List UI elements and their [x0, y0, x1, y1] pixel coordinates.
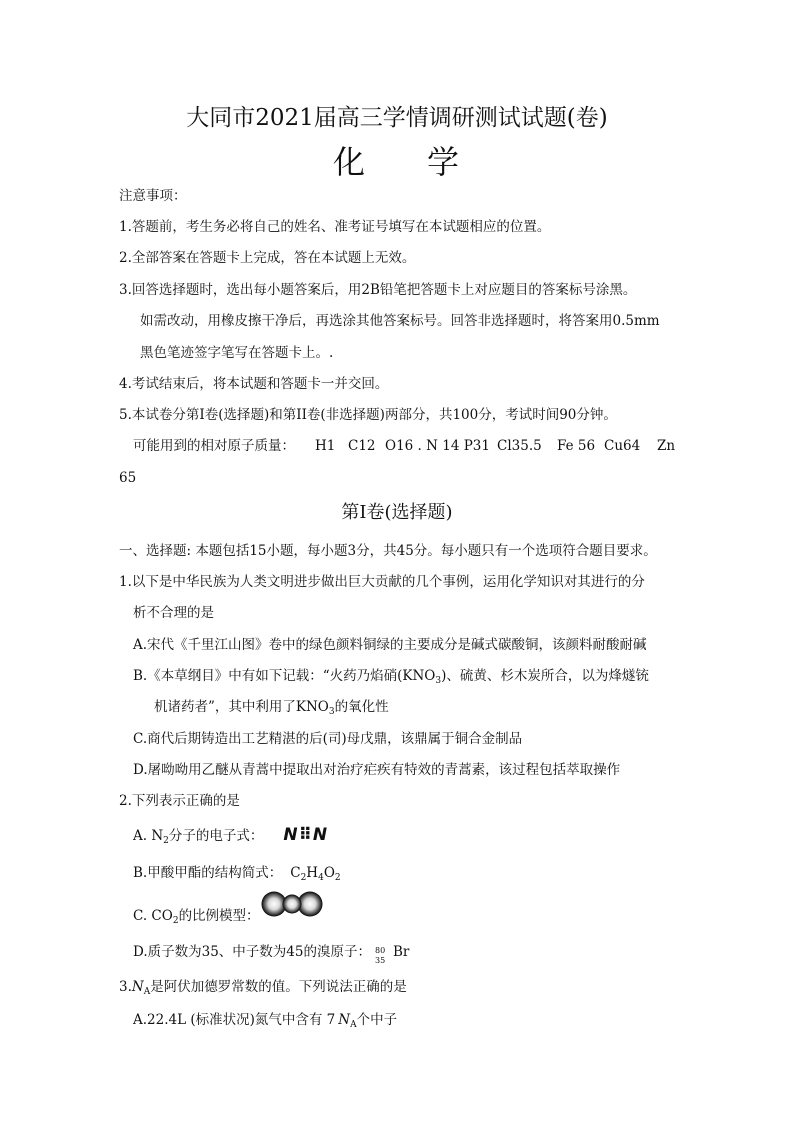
q1-option-d: D.屠呦呦用乙醚从青蒿中提取出对治疗疟疾有特效的青蒿素，该过程包括萃取操作: [133, 762, 621, 778]
section-title: 第I卷(选择题): [341, 502, 453, 523]
notice-item-3: 3.回答选择题时，选出每小题答案后，用2B铅笔把答题卡上对应题目的答案标号涂黑。: [119, 282, 637, 298]
q1-stem-cont: 析不合理的是: [133, 605, 214, 621]
atomic-mass-cl: Cl35.5: [497, 438, 542, 454]
subject-title: [0, 142, 794, 182]
co2-space-filling-model: [261, 888, 323, 920]
q1-option-c: C.商代后期铸造出工艺精湛的后(司)母戊鼎，该鼎属于铜合金制品: [133, 731, 523, 747]
n2-electron-formula: N⠿N: [283, 825, 329, 845]
section-instruction: 一、选择题: 本题包括15小题，每小题3分，共45分。每小题只有一个选项符合题目要求。: [119, 543, 657, 559]
atomic-mass-cu: Cu64: [604, 438, 641, 454]
atomic-mass-zn-value: 65: [119, 470, 137, 486]
q2-option-a: A. $N_2$分子的电子式： N⠿N: [133, 825, 329, 846]
atomic-mass-c: C12: [348, 438, 376, 454]
q1-option-a: A.宋代《千里江山图》卷中的绿色颜料铜绿的主要成分是碱式碳酸铜，该颜料耐酸耐碱: [133, 637, 647, 653]
notice-item-5: 5.本试卷分第I卷(选择题)和第II卷(非选择题)两部分，共100分，考试时间90分钟。: [119, 407, 617, 423]
atomic-mass-label: 可能用到的相对原子质量：: [133, 438, 295, 454]
exam-title: 大同市2021届高三学情调研测试试题(卷): [186, 105, 608, 131]
q2-option-c: C. $CO_2$的比例模型：: [133, 908, 260, 926]
atomic-mass-fe: Fe 56: [557, 438, 596, 454]
q2-option-b: B.甲酸甲酯的结构简式： $C_2H_4O_2$: [133, 865, 341, 883]
q2-option-d: D.质子数为35、中子数为45的溴原子： 80 35 Br: [133, 944, 410, 965]
q1-stem: 1.以下是中华民族为人类文明进步做出巨大贡献的几个事例，运用化学知识对其进行的分: [119, 574, 645, 590]
notice-item-4: 4.考试结束后，将本试题和答题卡一并交回。: [119, 376, 389, 392]
notice-item-2: 2.全部答案在答题卡上完成，答在本试题上无效。: [119, 250, 416, 266]
q3-stem: $3.N_A$是阿伏加德罗常数的值。下列说法正确的是: [119, 979, 407, 997]
q2-stem: 2.下列表示正确的是: [119, 793, 240, 809]
atomic-mass-h: H1: [315, 438, 336, 454]
notice-item-3-cont-1: 如需改动，用橡皮擦干净后，再选涂其他答案标号。回答非选择题时，将答案用0.5mm: [140, 313, 660, 329]
subject-char-2: 学: [427, 143, 462, 181]
subject-char-1: 化: [332, 143, 367, 181]
notice-item-1: 1.答题前，考生务必将自己的姓名、准考证号填写在本试题相应的位置。: [119, 219, 551, 235]
q3-option-a: A.22.4L (标准状况)氮气中含有 7 $N_A$个中子: [133, 1012, 398, 1030]
q1-option-b-cont: 机诸药者”，其中利用了$KNO_3$的氧化性: [154, 699, 389, 717]
q1-option-b: B.《本草纲目》中有如下记载：“火药乃焰硝$(KNO_3)$、硫黄、杉木炭所合，以为烽燧铳: [133, 668, 649, 686]
atomic-mass-o-n-p: O16 . N 14 P31: [385, 438, 490, 454]
notice-heading: 注意事项：: [119, 188, 187, 204]
notice-item-3-cont-2: 黑色笔迹签字笔写在答题卡上。.: [140, 345, 334, 361]
atomic-mass-zn: Zn: [657, 438, 676, 454]
